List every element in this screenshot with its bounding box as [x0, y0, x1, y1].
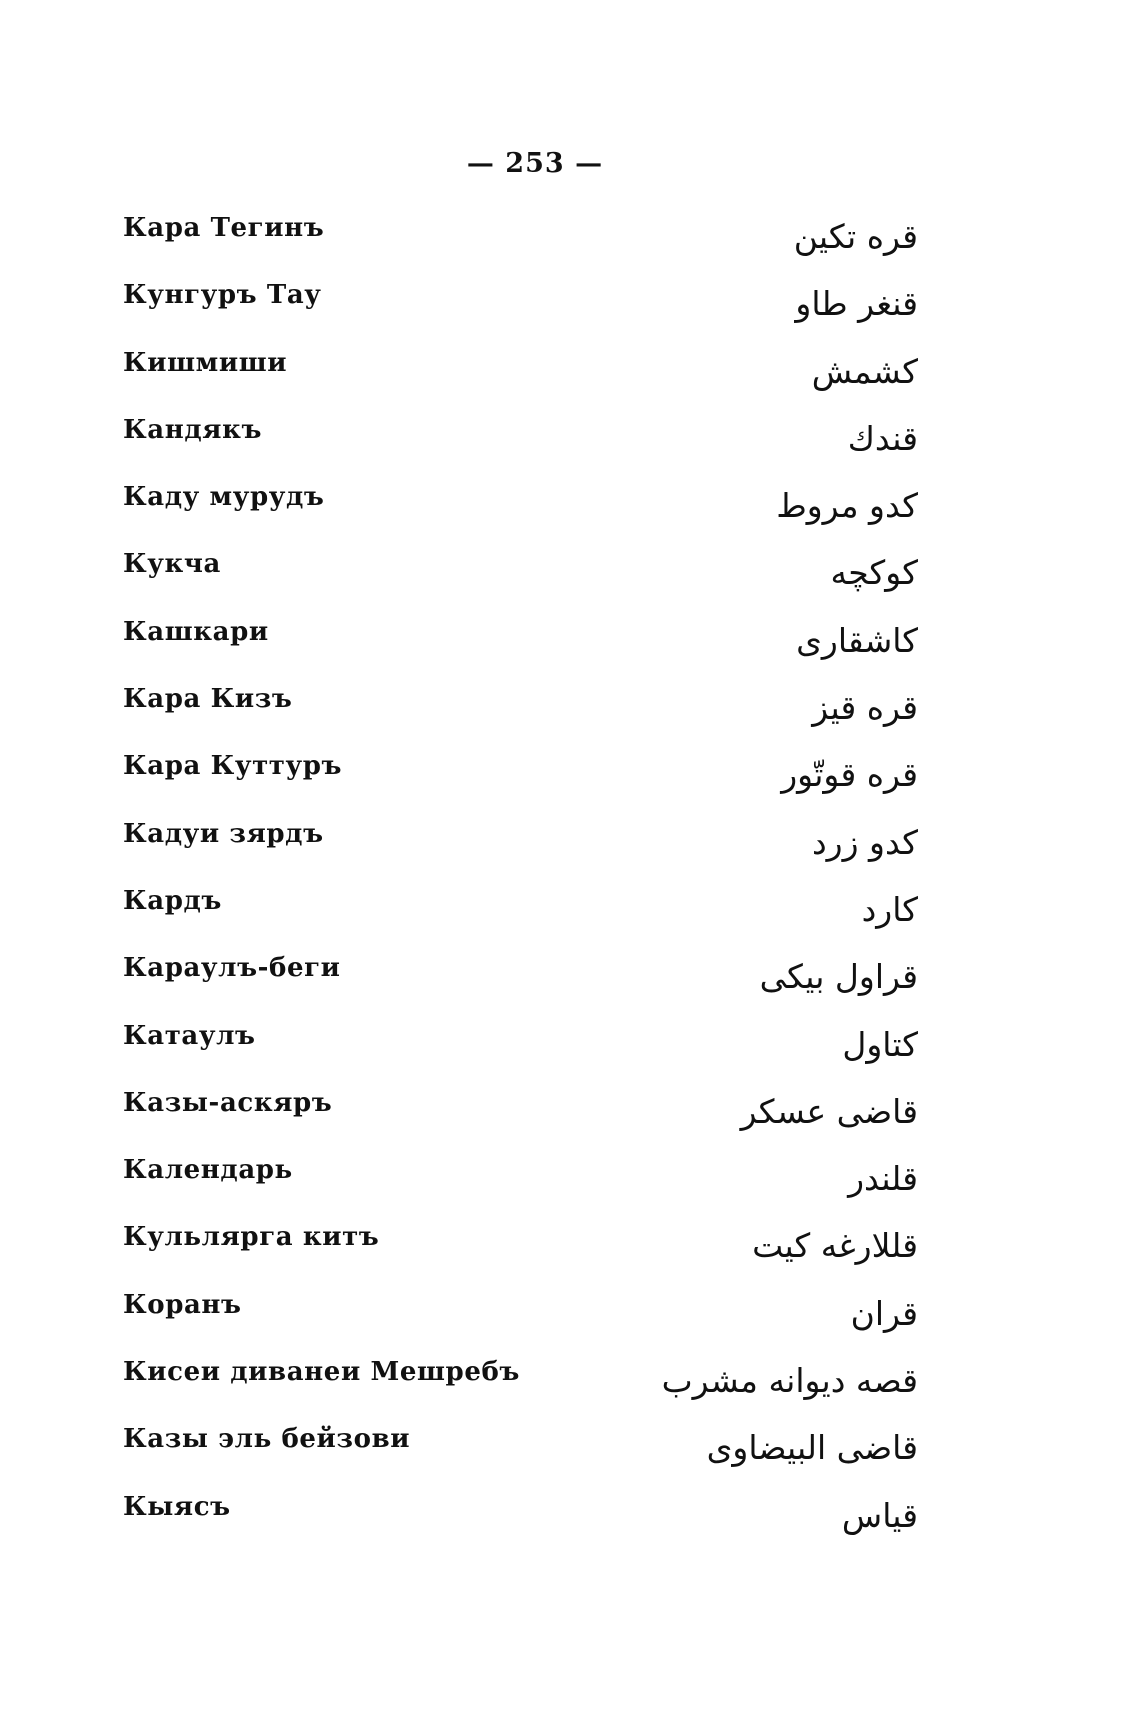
glossary-entry	[0, 272, 1140, 339]
entry-arabic-script: كتاول	[842, 1024, 918, 1064]
entry-russian: Кара Тегинъ	[123, 213, 325, 243]
glossary-entry	[0, 1282, 1140, 1349]
entry-arabic-script: قصه ديوانه مشرب	[661, 1361, 918, 1401]
glossary-list	[0, 205, 1140, 1551]
glossary-entry	[0, 676, 1140, 743]
glossary-entry	[0, 743, 1140, 810]
entry-arabic-script: قاضى البيضاوى	[706, 1428, 918, 1468]
entry-arabic-script: قراول بيكى	[759, 957, 918, 997]
glossary-entry	[0, 1013, 1140, 1080]
entry-arabic-script: كاشقارى	[796, 620, 918, 660]
entry-russian: Казы-аскяръ	[123, 1087, 333, 1118]
glossary-entry	[0, 1147, 1140, 1214]
entry-arabic-script: كشمش	[811, 351, 918, 391]
entry-arabic-script: قاضى عسكر	[740, 1091, 918, 1131]
glossary-entry	[0, 474, 1140, 541]
entry-arabic-script: كدو مروط	[776, 486, 918, 526]
entry-russian: Казы эль бейзови	[123, 1424, 411, 1455]
glossary-entry	[0, 1416, 1140, 1483]
entry-russian: Катаулъ	[123, 1020, 256, 1051]
glossary-entry	[0, 541, 1140, 608]
entry-russian: Кишмиши	[123, 347, 288, 378]
glossary-entry	[0, 878, 1140, 945]
entry-russian: Кардъ	[123, 885, 222, 916]
entry-arabic-script: قنغر طاو	[795, 284, 918, 324]
entry-russian: Календарь	[123, 1155, 293, 1186]
entry-russian: Кашкари	[123, 616, 269, 647]
glossary-entry	[0, 340, 1140, 407]
glossary-entry	[0, 1349, 1140, 1416]
entry-russian: Каду мурудъ	[123, 482, 325, 513]
entry-russian: Кыясъ	[123, 1491, 231, 1522]
entry-russian: Кара Куттуръ	[123, 751, 343, 782]
entry-russian: Кара Кизъ	[123, 684, 293, 715]
page-number: — 253 —	[466, 148, 604, 179]
entry-russian: Кадуи зярдъ	[123, 818, 324, 849]
glossary-entry	[0, 1214, 1140, 1281]
entry-arabic-script: قللارغه كيت	[752, 1226, 918, 1266]
entry-russian: Караулъ-беги	[123, 953, 341, 984]
entry-arabic-script: قلندر	[848, 1159, 918, 1199]
entry-arabic-script: قره قيز	[812, 688, 918, 728]
glossary-entry	[0, 1484, 1140, 1551]
entry-arabic-script: قران	[850, 1293, 918, 1333]
glossary-entry	[0, 811, 1140, 878]
entry-arabic-script: قره تكين	[793, 217, 918, 256]
entry-arabic-script: كدو زرد	[811, 822, 918, 862]
glossary-entry	[0, 407, 1140, 474]
entry-russian: Кульлярга китъ	[123, 1222, 380, 1253]
glossary-entry	[0, 609, 1140, 676]
entry-russian: Коранъ	[123, 1289, 242, 1320]
entry-arabic-script: كوكچه	[830, 553, 918, 593]
glossary-entry	[0, 1080, 1140, 1147]
glossary-entry	[0, 205, 1140, 272]
entry-russian: Кунгуръ Тау	[123, 280, 322, 311]
entry-arabic-script: كارد	[861, 889, 918, 929]
entry-russian: Кандякъ	[123, 414, 262, 445]
entry-russian: Кукча	[123, 549, 221, 580]
entry-russian: Кисеи диванеи Мешребъ	[123, 1357, 520, 1388]
glossary-entry	[0, 945, 1140, 1012]
entry-arabic-script: قندك	[847, 418, 918, 458]
entry-arabic-script: قره قوتّور	[781, 755, 918, 795]
entry-arabic-script: قياس	[841, 1495, 918, 1535]
